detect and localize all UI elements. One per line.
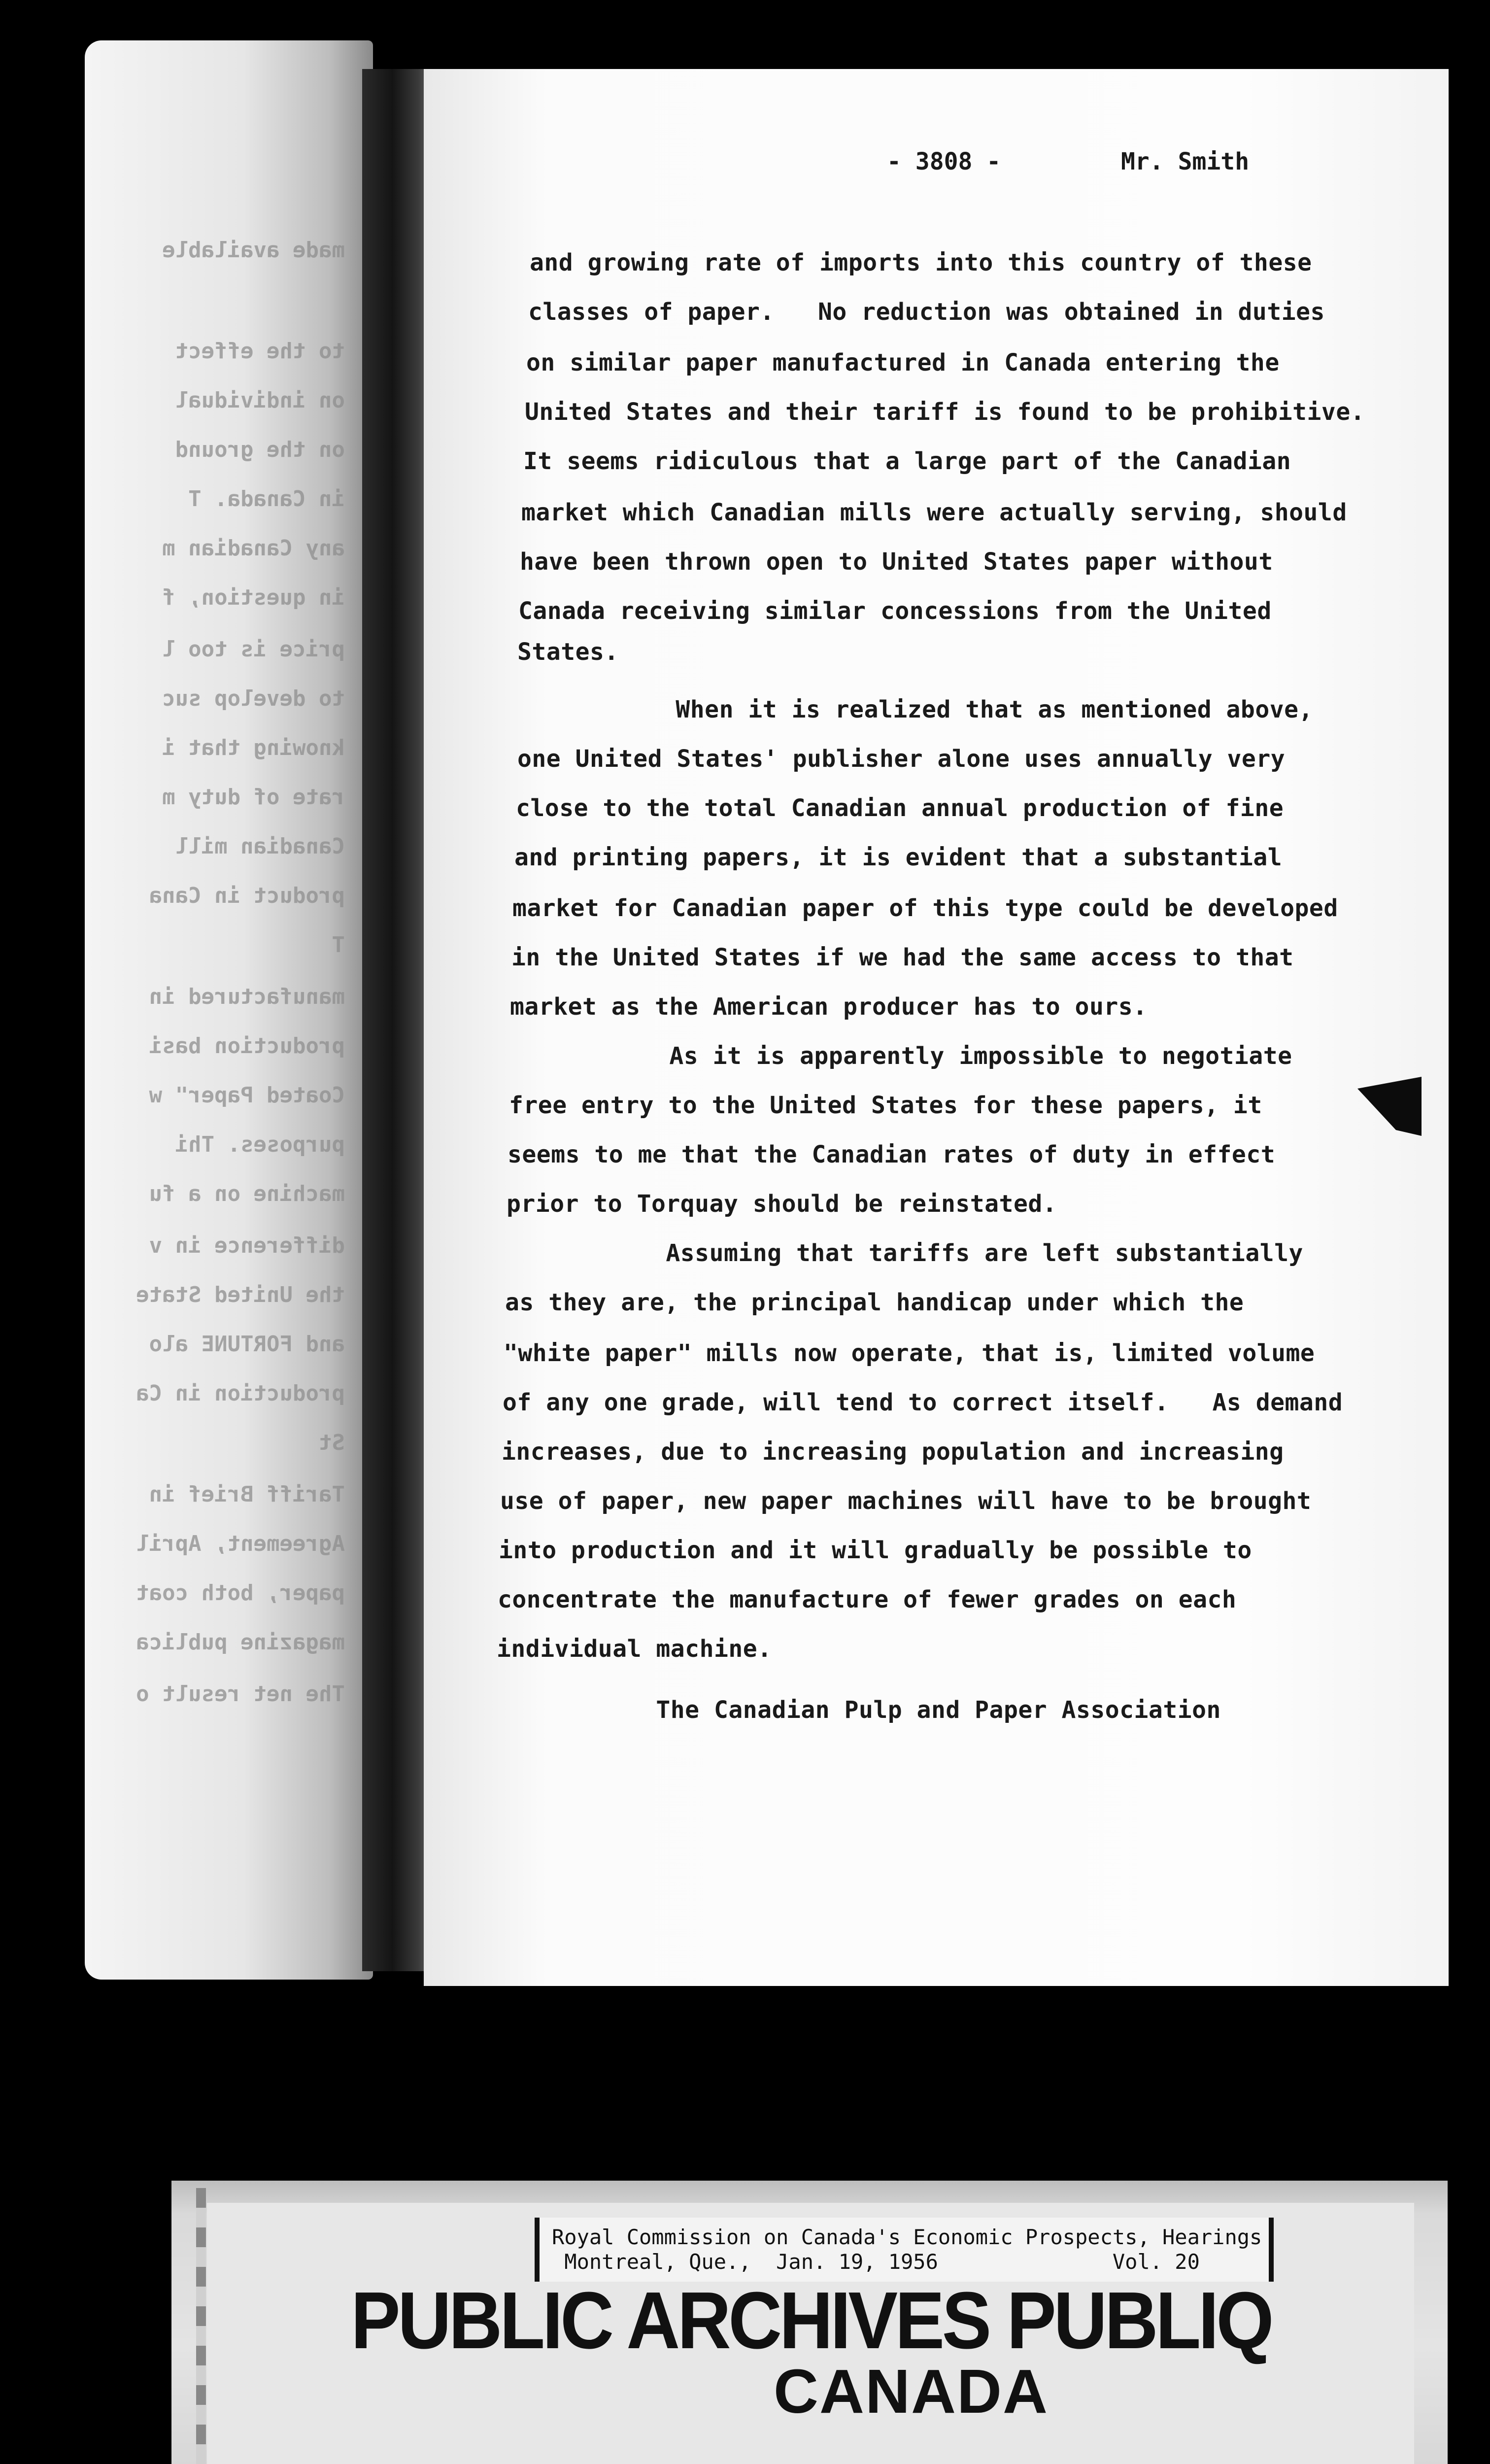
left-page-mirrored-text	[85, 40, 373, 1980]
body-line: into production and it will gradually be possible to	[499, 1537, 1252, 1564]
body-line: use of paper, new paper machines will have to be brought	[500, 1487, 1312, 1515]
body-line: close to the total Canadian annual production of fine	[516, 794, 1284, 822]
body-line: have been thrown open to United States paper without	[520, 548, 1273, 576]
left-page-line: price is too l	[162, 637, 345, 662]
left-page-line: to develop suc	[162, 686, 345, 711]
body-line: States.	[517, 638, 619, 666]
left-page-line: production basi	[149, 1033, 345, 1059]
page-number: - 3808 -	[887, 148, 1001, 175]
body-line: of any one grade, will tend to correct itself. As demand	[503, 1389, 1343, 1416]
label-line-details: Montreal, Que., Jan. 19, 1956 Vol. 20	[552, 2250, 1200, 2274]
left-page-line: the United State	[136, 1282, 345, 1307]
left-page-line: made available	[162, 238, 345, 263]
body-line: concentrate the manufacture of fewer grades on each	[498, 1586, 1237, 1613]
body-line: in the United States if we had the same access to that	[511, 944, 1294, 971]
left-page-line: on the ground	[175, 437, 345, 462]
archives-subtitle: CANADA	[774, 2357, 1049, 2426]
body-line: one United States' publisher alone uses annually very	[517, 745, 1286, 773]
left-page-line: and FORTUNE alo	[149, 1332, 345, 1357]
archives-title: PUBLIC ARCHIVES PUBLIQ	[351, 2275, 1272, 2365]
left-page-line: magazine publica	[136, 1630, 345, 1655]
body-line: market which Canadian mills were actually serving, should	[521, 499, 1347, 526]
body-line: market as the American producer has to ours.	[510, 993, 1148, 1021]
body-line: on similar paper manufactured in Canada entering the	[526, 349, 1280, 376]
body-line: Assuming that tariffs are left substantially	[507, 1239, 1303, 1267]
body-line: When it is realized that as mentioned above,	[516, 696, 1313, 723]
speaker-name: Mr. Smith	[1121, 148, 1250, 175]
body-line: market for Canadian paper of this type could be developed	[512, 894, 1338, 922]
body-line: and growing rate of imports into this country of these	[530, 249, 1312, 276]
left-page-line: T	[332, 932, 345, 958]
body-line: As it is apparently impossible to negotiate	[510, 1042, 1292, 1070]
left-page-line: Canadian mill	[175, 834, 345, 859]
body-line: It seems ridiculous that a large part of the Canadian	[523, 447, 1291, 475]
left-page-line: machine on a fu	[149, 1181, 345, 1206]
body-line: and printing papers, it is evident that a substantial	[514, 844, 1283, 871]
left-page-line: purposes. Thi	[175, 1132, 345, 1157]
body-line: free entry to the United States for these papers, it	[509, 1092, 1262, 1119]
left-page-line: rate of duty m	[162, 785, 345, 810]
left-page-line: Agreement, April	[136, 1531, 345, 1556]
left-page-line: to the effect	[175, 339, 345, 364]
left-facing-page	[85, 40, 373, 1980]
body-line: classes of paper. No reduction was obtained in duties	[528, 298, 1325, 326]
label-line-title: Royal Commission on Canada's Economic Prospects, Hearings	[552, 2225, 1262, 2249]
left-page-line: manufactured in	[149, 984, 345, 1009]
left-page-line: in question, f	[162, 585, 345, 610]
body-line: seems to me that the Canadian rates of duty in effect	[508, 1141, 1276, 1168]
body-line: prior to Torquay should be reinstated.	[507, 1190, 1057, 1218]
left-page-line: St	[319, 1430, 345, 1455]
body-line: increases, due to increasing population and increasing	[502, 1438, 1284, 1466]
left-page-line: Coated Paper" w	[149, 1083, 345, 1108]
left-page-line: Tariff Brief in	[149, 1482, 345, 1507]
body-line: United States and their tariff is found to be prohibitive.	[525, 398, 1365, 426]
left-page-line: product in Cana	[149, 883, 345, 908]
card-edge-perforation	[196, 2188, 206, 2464]
left-page-line: The net result o	[136, 1681, 345, 1707]
left-page-line: production in Ca	[136, 1381, 345, 1406]
left-page-line: in Canada. T	[188, 486, 345, 512]
left-page-line: on individual	[175, 388, 345, 413]
body-line: "white paper" mills now operate, that is, limited volume	[504, 1339, 1315, 1367]
left-page-line: difference in v	[149, 1233, 345, 1258]
left-page-line: knowing that i	[162, 735, 345, 760]
body-line: individual machine.	[497, 1635, 772, 1663]
body-line: Canada receiving similar concessions from the United	[518, 597, 1272, 625]
left-page-line: any Canadian m	[162, 536, 345, 561]
body-line: as they are, the principal handicap under which the	[505, 1289, 1244, 1316]
signature-line: The Canadian Pulp and Paper Association	[497, 1696, 1221, 1724]
left-page-line: paper, both coat	[136, 1580, 345, 1606]
